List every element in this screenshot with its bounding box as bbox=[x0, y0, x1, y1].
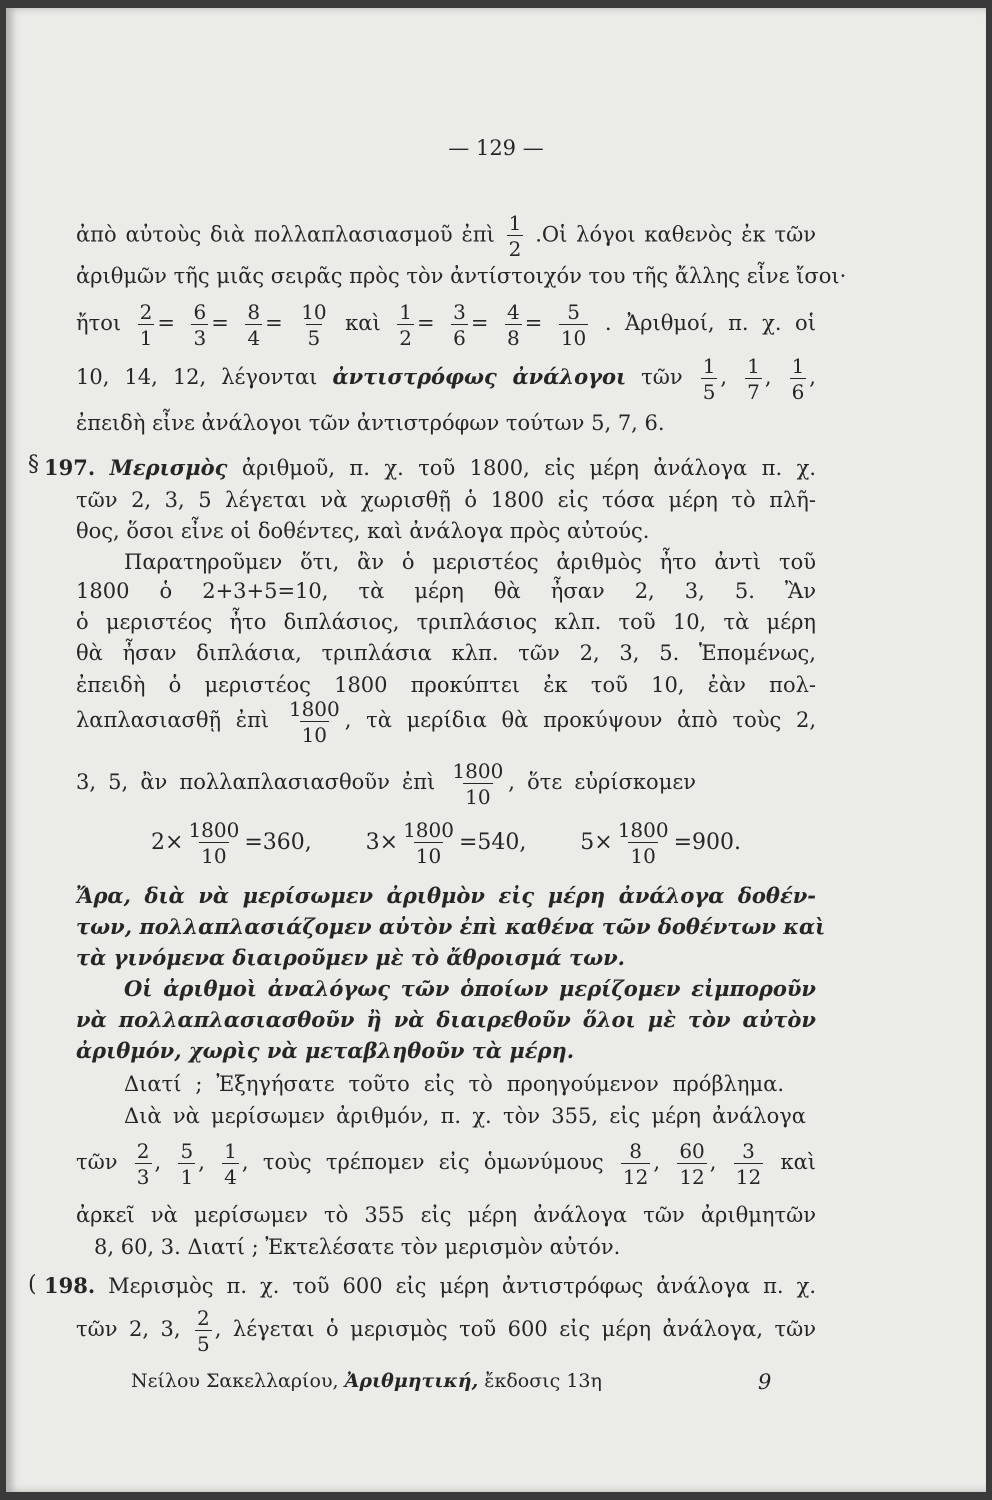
fraction-equation-line: ἤτοι $\frac{2}{1}$ = $\frac{6}{3}$ = $\frac{8}{4}$ = $\frac{10}{5}$ καὶ $\frac{1}{2}$ = $\frac{3}{6}$ = $\frac{4}{8}$ = $\frac{5}{10}$ . Ἀριθμοί, π. χ. οἱ bbox=[76, 299, 816, 350]
book-page bbox=[6, 8, 986, 1492]
margin-mark: ( bbox=[28, 1272, 37, 1297]
text-line: ἀπὸ αὐτοὺς διὰ πολλαπλασιασμοῦ ἐπὶ $\frac{1}{2}$ .Οἱ λόγοι καθενὸς ἐκ τῶν bbox=[76, 211, 816, 261]
multiplication-equation: 2× $\frac{1800}{10}$ =360, 3× $\frac{1800}{10}$ =540, 5× $\frac{1800}{10}$ =900. bbox=[151, 818, 742, 868]
sheet-signature: 9 bbox=[758, 1370, 772, 1394]
rule-line: τὰ γινόμενα διαιροῦμεν μὲ τὸ ἄθροισμά των. bbox=[76, 945, 625, 970]
text-line: ἐπειδὴ ὁ μεριστέος 1800 προκύπτει ἐκ τοῦ 10, ἐὰν πολ- bbox=[76, 673, 816, 697]
page-number: — 129 — bbox=[448, 136, 544, 160]
text-line: 3, 5, ἂν πολλαπλασιασθοῦν ἐπὶ $\frac{1800}{10}$ , ὅτε εὑρίσκομεν bbox=[76, 758, 696, 809]
section-197-heading: 197. Μερισμὸς ἀριθμοῦ, π. χ. τοῦ 1800, εἰς μέρη ἀνάλογα π. χ. bbox=[44, 455, 816, 480]
text-line: ἀρκεῖ νὰ μερίσωμεν τὸ 355 εἰς μέρη ἀνάλογα τῶν ἀριθμητῶν bbox=[76, 1203, 816, 1227]
text-line: τῶν 2, 3, 5 λέγεται νὰ χωρισθῇ ὁ 1800 εἰς τόσα μέρη τὸ πλῆ- bbox=[76, 488, 816, 512]
margin-mark: § bbox=[28, 452, 39, 477]
footer-citation: Νείλου Σακελλαρίου, Ἀριθμητική, ἔκδοσις 13η bbox=[131, 1370, 602, 1392]
text-line: 10, 14, 12, λέγονται ἀντιστρόφως ἀνάλογοι τῶν $\frac{1}{5}$ , $\frac{1}{7}$ , $\frac{1}{6}$ , bbox=[76, 353, 816, 404]
fraction: $\frac{1}{2}$ bbox=[508, 211, 522, 261]
text-line: θος, ὅσοι εἶνε οἱ δοθέντες, καὶ ἀνάλογα πρὸς αὐτούς. bbox=[76, 519, 650, 543]
text-line: ἐπειδὴ εἶνε ἀνάλογοι τῶν ἀντιστρόφων τούτων 5, 7, 6. bbox=[76, 411, 665, 435]
text-line: Διὰ νὰ μερίσωμεν ἀριθμόν, π. χ. τὸν 355, εἰς μέρη ἀνάλογα bbox=[124, 1104, 806, 1128]
fraction-line: τῶν $\frac{2}{3}$ , $\frac{5}{1}$ , $\frac{1}{4}$ , τοὺς τρέπομεν εἰς ὁμωνύμους $\frac{8}{12}$ , $\frac{60}{12}$ , $\frac{3}{12}$ καὶ bbox=[76, 1138, 816, 1189]
text-line: 1800 ὁ 2+3+5=10, τὰ μέρη θὰ ἦσαν 2, 3, 5. Ἂν bbox=[76, 579, 816, 603]
rule-line: νὰ πολλαπλασιασθοῦν ἢ νὰ διαιρεθοῦν ὅλοι μὲ τὸν αὐτὸν bbox=[76, 1007, 816, 1032]
rule-line: των, πολλαπλασιάζομεν αὐτὸν ἐπὶ καθένα τῶν δοθέντων καὶ bbox=[76, 914, 826, 939]
rule-line: ἀριθμόν, χωρὶς νὰ μεταβληθοῦν τὰ μέρη. bbox=[76, 1038, 575, 1063]
text-line: λαπλασιασθῇ ἐπὶ $\frac{1800}{10}$ , τὰ μερίδια θὰ προκύψουν ἀπὸ τοὺς 2, bbox=[76, 696, 816, 747]
rule-line: Οἱ ἀριθμοὶ ἀναλόγως τῶν ὁποίων μερίζομεν εἰμποροῦν bbox=[124, 976, 816, 1001]
text-line: Διατί ; Ἐξηγήσατε τοῦτο εἰς τὸ προηγούμενον πρόβλημα. bbox=[124, 1072, 784, 1096]
text-line: ὁ μεριστέος ἦτο διπλάσιος, τριπλάσιος κλπ. τοῦ 10, τὰ μέρη bbox=[76, 610, 816, 634]
text-line: 8, 60, 3. Διατί ; Ἐκτελέσατε τὸν μερισμὸν αὐτόν. bbox=[94, 1235, 621, 1259]
text-line: θὰ ἦσαν διπλάσια, τριπλάσια κλπ. τῶν 2, 3, 5. Ἑπομένως, bbox=[76, 641, 816, 665]
rule-line: Ἄρα, διὰ νὰ μερίσωμεν ἀριθμὸν εἰς μέρη ἀνάλογα δοθέν- bbox=[76, 883, 816, 908]
text-line: ἀριθμῶν τῆς μιᾶς σειρᾶς πρὸς τὸν ἀντίστοιχόν του τῆς ἄλλης εἶνε ἴσοι· bbox=[76, 264, 847, 288]
text-line: Παρατηροῦμεν ὅτι, ἂν ὁ μεριστέος ἀριθμὸς ἦτο ἀντὶ τοῦ bbox=[124, 550, 816, 574]
text-line: τῶν 2, 3, $\frac{2}{5}$ , λέγεται ὁ μερισμὸς τοῦ 600 εἰς μέρη ἀνάλογα, τῶν bbox=[76, 1305, 816, 1356]
section-198-heading: 198. Μερισμὸς π. χ. τοῦ 600 εἰς μέρη ἀντιστρόφως ἀνάλογα π. χ. bbox=[44, 1273, 816, 1298]
